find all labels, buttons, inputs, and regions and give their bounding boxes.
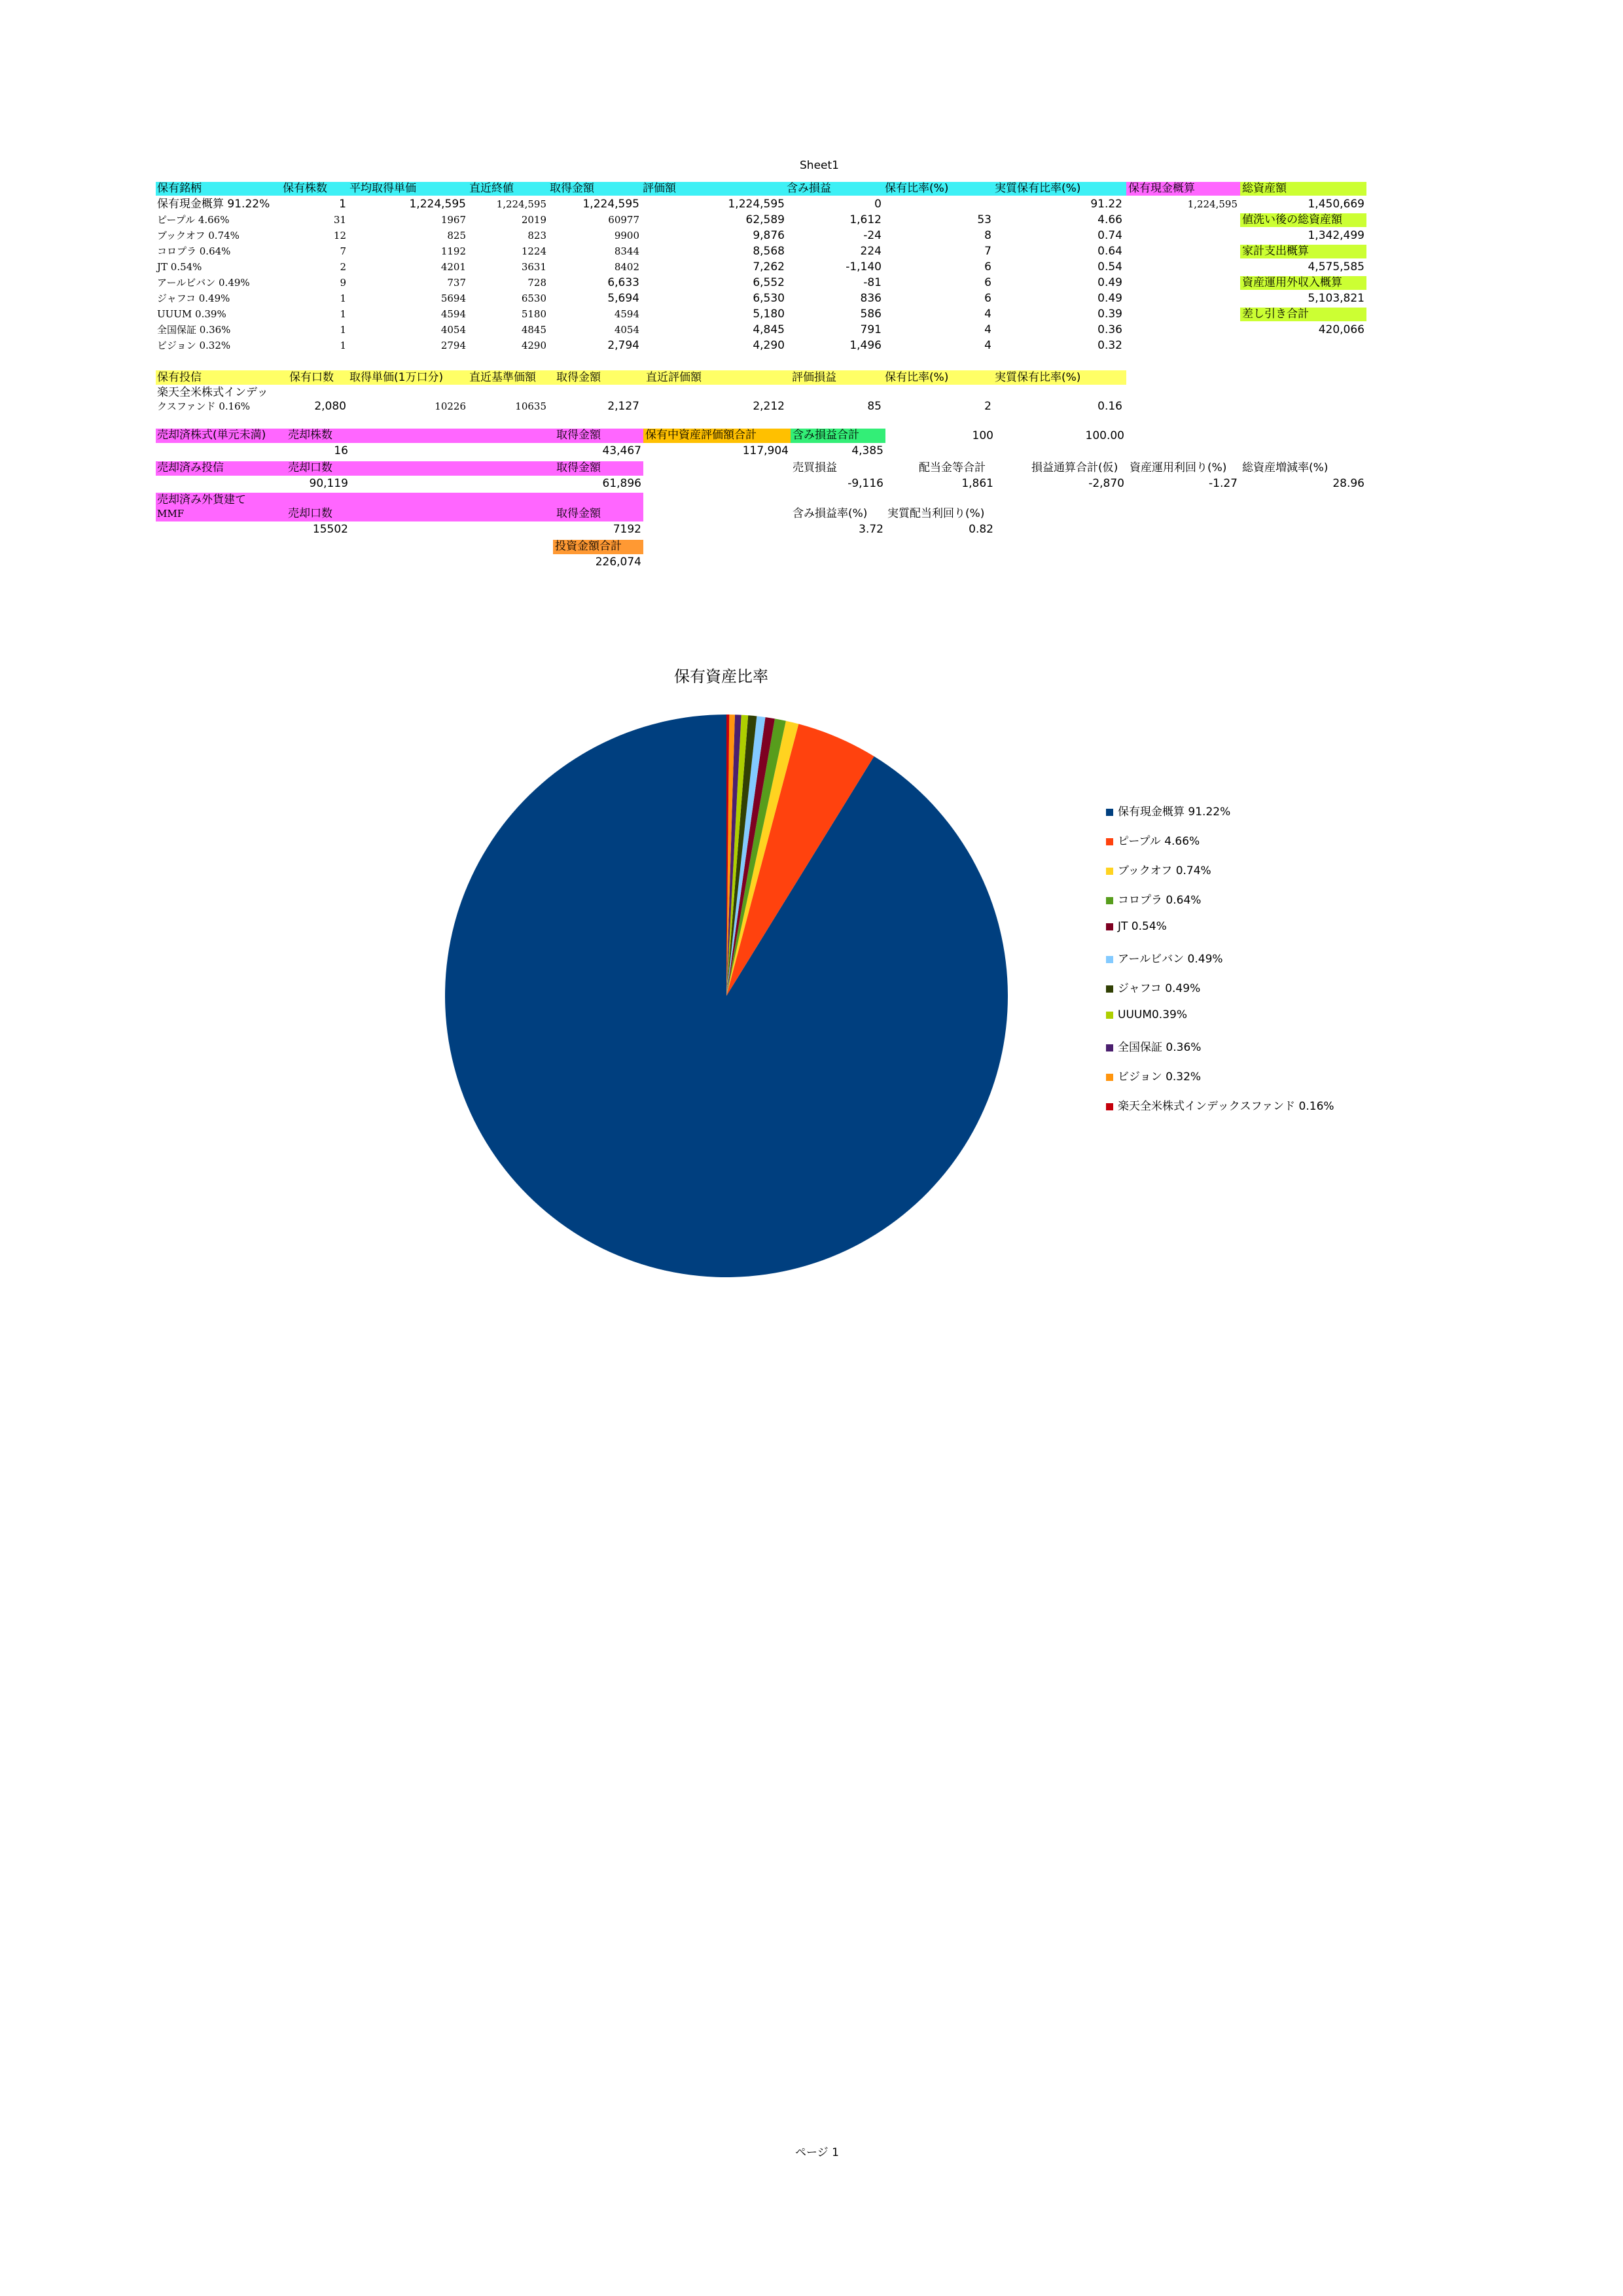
growth-label: 総資産増減率(%) — [1242, 461, 1329, 474]
legend-item — [1106, 802, 1230, 819]
sold-funds-amount: 61,896 — [602, 477, 641, 490]
household-value: 4,575,585 — [1308, 260, 1364, 274]
holding-cell: 0.74 — [1097, 229, 1122, 242]
holding-cell: 0.54 — [1097, 260, 1122, 274]
sold-mmf-label-line2: MMF — [157, 508, 185, 520]
legend-item — [1106, 832, 1200, 848]
sheet-title: Sheet1 — [800, 159, 839, 172]
holding-cell: 4290 — [521, 340, 546, 351]
dividend-label: 配当金等合計 — [919, 461, 986, 474]
legend-item — [1106, 891, 1201, 907]
holding-cell: 737 — [447, 277, 466, 289]
legend-item — [1106, 1038, 1201, 1054]
holding-cell: 1,224,595 — [582, 198, 639, 211]
realized-label: 売買損益 — [793, 461, 837, 474]
holdings-header-5: 評価額 — [643, 182, 676, 195]
holding-cell: 4594 — [440, 308, 466, 320]
holding-cell: 4.66 — [1097, 213, 1122, 226]
sold-funds-label: 売却済み投信 — [157, 461, 224, 474]
legend-swatch — [1106, 1012, 1113, 1019]
holding-name: UUUM 0.39% — [157, 308, 226, 320]
holdings-header-2: 平均取得単価 — [349, 182, 416, 195]
holding-cell: 9900 — [614, 230, 639, 241]
holding-cell: 4054 — [440, 324, 466, 336]
holding-cell: 0.32 — [1097, 339, 1122, 352]
cash-label: 保有現金概算 — [1128, 182, 1195, 195]
legend-label: ジャフコ 0.49% — [1118, 982, 1201, 995]
holding-cell: 6,633 — [607, 276, 639, 289]
holding-cell: 836 — [860, 292, 882, 305]
net-value: 420,066 — [1318, 323, 1364, 336]
fund-cell: 10635 — [515, 400, 546, 412]
funds-header-7: 保有比率(%) — [885, 371, 949, 384]
legend-label: コロプラ 0.64% — [1118, 894, 1202, 907]
sold-mmf-qty-label: 売却口数 — [288, 507, 332, 520]
page-footer: ページ 1 — [795, 2146, 839, 2159]
sold-stocks-qty: 16 — [334, 444, 348, 457]
holding-cell: 1,224,595 — [409, 198, 466, 211]
legend-item — [1106, 1008, 1187, 1021]
holding-cell: 8,568 — [753, 245, 785, 258]
holding-cell: 0.49 — [1097, 276, 1122, 289]
holding-cell: 4 — [984, 308, 991, 321]
holding-cell: 0.39 — [1097, 308, 1122, 321]
holding-cell: -24 — [863, 229, 882, 242]
holding-name: JT 0.54% — [157, 261, 202, 273]
holding-cell: 5,694 — [607, 292, 639, 305]
legend-swatch — [1106, 838, 1113, 845]
holding-cell: 7,262 — [753, 260, 785, 274]
fund-cell: 85 — [867, 400, 882, 413]
holding-cell: 586 — [860, 308, 882, 321]
legend-label: JT 0.54% — [1118, 920, 1167, 933]
sold-funds-amount-label: 取得金額 — [556, 461, 601, 474]
legend-label: 保有現金概算 91.22% — [1118, 805, 1231, 819]
legend-item — [1106, 1097, 1334, 1113]
legend-swatch — [1106, 956, 1113, 963]
holding-cell: 1 — [339, 198, 346, 211]
holding-cell: 6 — [984, 276, 991, 289]
legend-swatch — [1106, 897, 1113, 904]
unreal-rate-value: 3.72 — [859, 523, 883, 536]
legend-swatch — [1106, 985, 1113, 993]
unreal-total-value: 4,385 — [851, 444, 883, 457]
div-yield-label: 実質配当利回り(%) — [887, 507, 985, 520]
funds-header-0: 保有投信 — [157, 371, 202, 384]
total-assets-label: 総資産額 — [1242, 182, 1287, 195]
pct-total-1: 100 — [972, 429, 993, 442]
pl-total-label: 損益通算合計(仮) — [1031, 461, 1118, 474]
pl-total-value: -2,870 — [1088, 477, 1124, 490]
holding-cell: 1,224,595 — [728, 198, 785, 211]
realized-value: -9,116 — [847, 477, 883, 490]
legend-label: アールビバン 0.49% — [1118, 953, 1223, 966]
legend-swatch — [1106, 1044, 1113, 1051]
holding-cell: 8 — [984, 229, 991, 242]
holding-cell: 2794 — [440, 340, 466, 351]
fund-name-line1: 楽天全米株式インデッ — [157, 386, 268, 399]
sold-stocks-amount: 43,467 — [602, 444, 641, 457]
holding-cell: 1224 — [521, 245, 546, 257]
holding-cell: 825 — [447, 230, 466, 241]
sold-stocks-amount-label: 取得金額 — [556, 429, 601, 442]
invest-total-label: 投資金額合計 — [555, 540, 622, 553]
holding-cell: 4,845 — [753, 323, 785, 336]
unreal-rate-label: 含み損益率(%) — [793, 507, 868, 520]
holdings-header-0: 保有銘柄 — [157, 182, 202, 195]
holding-cell: 0.64 — [1097, 245, 1122, 258]
holding-name: ブックオフ 0.74% — [157, 230, 240, 241]
legend-item — [1106, 920, 1167, 933]
growth-value: 28.96 — [1332, 477, 1364, 490]
other-income-value: 5,103,821 — [1308, 292, 1364, 305]
holding-cell: 2,794 — [607, 339, 639, 352]
unreal-total-label: 含み損益合計 — [793, 429, 859, 442]
fund-cell: 2,212 — [753, 400, 785, 413]
holdings-header-8: 実質保有比率(%) — [995, 182, 1081, 195]
funds-header-8: 実質保有比率(%) — [995, 371, 1081, 384]
holding-cell: 224 — [860, 245, 882, 258]
funds-header-1: 保有口数 — [289, 371, 334, 384]
holding-cell: 6 — [984, 260, 991, 274]
sold-mmf-qty: 15502 — [312, 523, 348, 536]
legend-swatch — [1106, 1103, 1113, 1110]
fund-name-line2: クスファンド 0.16% — [157, 400, 250, 412]
holding-name: ジャフコ 0.49% — [157, 292, 230, 304]
legend-swatch — [1106, 868, 1113, 875]
holding-cell: 1 — [340, 324, 346, 336]
holding-cell: 4 — [984, 323, 991, 336]
sold-mmf-label-line1: 売却済み外貨建て — [157, 493, 246, 506]
holding-cell: 791 — [860, 323, 882, 336]
legend-item — [1106, 949, 1223, 966]
holding-cell: 60977 — [608, 214, 639, 226]
holding-cell: 0 — [874, 198, 882, 211]
funds-header-3: 直近基準価額 — [469, 371, 536, 384]
holding-cell: 4054 — [614, 324, 639, 336]
legend-item — [1106, 861, 1211, 877]
holding-cell: 1 — [340, 308, 346, 320]
yield-label: 資産運用利回り(%) — [1130, 461, 1227, 474]
holding-name: コロプラ 0.64% — [157, 245, 231, 257]
after-wash-value: 1,342,499 — [1308, 229, 1364, 242]
fund-cell: 0.16 — [1097, 400, 1122, 413]
holding-cell: 9,876 — [753, 229, 785, 242]
legend-label: 全国保証 0.36% — [1118, 1041, 1202, 1054]
holding-cell: 12 — [333, 230, 346, 241]
holding-cell: 8344 — [614, 245, 639, 257]
holding-name: 全国保証 0.36% — [157, 324, 231, 336]
holding-cell: 1,496 — [849, 339, 882, 352]
other-income-label: 資産運用外収入概算 — [1242, 276, 1342, 289]
holding-name: ビジョン 0.32% — [157, 340, 231, 351]
holding-cell: 91.22 — [1090, 198, 1122, 211]
fund-cell: 2,127 — [607, 400, 639, 413]
holding-cell: 6,552 — [753, 276, 785, 289]
holding-cell: 1 — [340, 340, 346, 351]
holding-cell: 5694 — [440, 292, 466, 304]
holding-cell: 5180 — [521, 308, 546, 320]
funds-header-2: 取得単価(1万口分) — [349, 371, 444, 384]
funds-header-6: 評価損益 — [792, 371, 836, 384]
holding-cell: 31 — [333, 214, 346, 226]
sold-stocks-qty-label: 売却株数 — [288, 429, 332, 442]
holding-name: アールビバン 0.49% — [157, 277, 250, 289]
holding-cell: 1,612 — [849, 213, 882, 226]
household-label: 家計支出概算 — [1242, 245, 1309, 258]
holding-cell: 2019 — [521, 214, 546, 226]
net-label: 差し引き合計 — [1242, 308, 1309, 321]
holding-name: 保有現金概算 91.22% — [157, 198, 270, 211]
legend-label: ピープル 4.66% — [1118, 835, 1200, 848]
chart-title: 保有資産比率 — [674, 667, 768, 686]
legend-label: ブックオフ 0.74% — [1118, 864, 1211, 877]
holding-cell: 7 — [340, 245, 346, 257]
holding-cell: 53 — [977, 213, 991, 226]
holding-cell: 4 — [984, 339, 991, 352]
legend-swatch — [1106, 923, 1113, 930]
holding-cell: 5,180 — [753, 308, 785, 321]
holding-cell: 1,224,595 — [496, 198, 546, 210]
holding-cell: 62,589 — [745, 213, 785, 226]
holding-cell: 8402 — [614, 261, 639, 273]
holding-cell: 7 — [984, 245, 991, 258]
holding-cell: 823 — [527, 230, 546, 241]
holding-cell: 4201 — [440, 261, 466, 273]
holding-cell: 728 — [527, 277, 546, 289]
pct-total-2: 100.00 — [1085, 429, 1124, 442]
holding-cell: 4845 — [521, 324, 546, 336]
holdings-header-6: 含み損益 — [787, 182, 831, 195]
invest-total-value: 226,074 — [595, 556, 641, 569]
holding-cell: 6 — [984, 292, 991, 305]
legend-label: 楽天全米株式インデックスファンド 0.16% — [1118, 1100, 1334, 1113]
holdings-header-1: 保有株数 — [283, 182, 327, 195]
holding-cell: 2 — [340, 261, 346, 273]
total-assets-value: 1,450,669 — [1308, 198, 1364, 211]
div-yield-value: 0.82 — [969, 523, 993, 536]
holding-cell: 0.49 — [1097, 292, 1122, 305]
legend-label: UUUM0.39% — [1118, 1008, 1188, 1021]
holdings-header-3: 直近終値 — [469, 182, 514, 195]
sold-funds-qty: 90,119 — [309, 477, 348, 490]
sold-mmf-amount: 7192 — [613, 523, 641, 536]
holding-cell: 3631 — [521, 261, 546, 273]
eval-total-label: 保有中資産評価額合計 — [645, 429, 757, 442]
holding-name: ピープル 4.66% — [157, 214, 230, 226]
sold-stocks-label: 売却済株式(単元未満) — [157, 429, 266, 442]
holding-cell: 0.36 — [1097, 323, 1122, 336]
eval-total-value: 117,904 — [742, 444, 789, 457]
holding-cell: -81 — [863, 276, 882, 289]
holding-cell: 1192 — [440, 245, 466, 257]
legend-swatch — [1106, 1074, 1113, 1081]
sold-mmf-amount-label: 取得金額 — [556, 507, 601, 520]
legend-item — [1106, 1067, 1201, 1084]
funds-header-4: 取得金額 — [556, 371, 601, 384]
holding-cell: 4594 — [614, 308, 639, 320]
yield-value: -1.27 — [1209, 477, 1238, 490]
cash-value: 1,224,595 — [1187, 198, 1238, 210]
legend-swatch — [1106, 809, 1113, 816]
holding-cell: 4,290 — [753, 339, 785, 352]
holding-cell: 9 — [340, 277, 346, 289]
holdings-header-4: 取得金額 — [550, 182, 594, 195]
funds-header-5: 直近評価額 — [646, 371, 702, 384]
holding-cell: 6530 — [521, 292, 546, 304]
fund-cell: 2,080 — [314, 400, 346, 413]
after-wash-label: 値洗い後の総資産額 — [1242, 213, 1342, 226]
holding-cell: 6,530 — [753, 292, 785, 305]
holding-cell: 1 — [340, 292, 346, 304]
sold-funds-qty-label: 売却口数 — [288, 461, 332, 474]
legend-item — [1106, 979, 1200, 995]
holding-cell: -1,140 — [846, 260, 882, 274]
holdings-header-7: 保有比率(%) — [885, 182, 949, 195]
dividend-value: 1,861 — [961, 477, 993, 490]
holding-cell: 1967 — [440, 214, 466, 226]
fund-cell: 2 — [984, 400, 991, 413]
fund-cell: 10226 — [435, 400, 466, 412]
legend-label: ビジョン 0.32% — [1118, 1070, 1202, 1084]
